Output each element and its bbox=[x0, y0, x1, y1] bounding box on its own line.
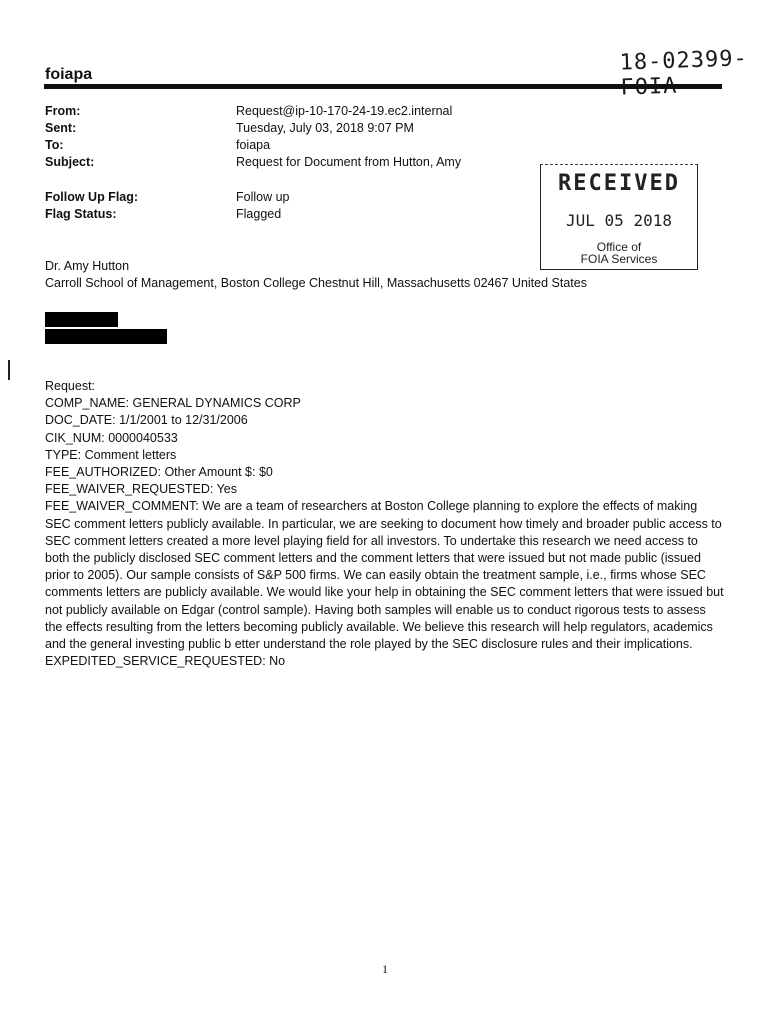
flag-status-label: Flag Status: bbox=[45, 207, 117, 221]
comp-name: COMP_NAME: GENERAL DYNAMICS CORP bbox=[45, 396, 301, 411]
sent-label: Sent: bbox=[45, 121, 77, 135]
redaction-box bbox=[45, 312, 118, 327]
subject-value: Request for Document from Hutton, Amy bbox=[236, 155, 462, 169]
follow-up-flag-value: Follow up bbox=[236, 190, 290, 204]
margin-mark bbox=[8, 360, 10, 380]
to-value: foiapa bbox=[236, 138, 271, 152]
fee-authorized: FEE_AUTHORIZED: Other Amount $: $0 bbox=[45, 465, 273, 480]
cik-num: CIK_NUM: 0000040533 bbox=[45, 430, 178, 445]
header-rule bbox=[44, 84, 722, 89]
sent-value: Tuesday, July 03, 2018 9:07 PM bbox=[236, 121, 414, 135]
requester-address: Carroll School of Management, Boston College Chestnut Hill, Massachusetts 02467 United States bbox=[45, 276, 587, 290]
redaction-box bbox=[45, 329, 167, 344]
expedited-service-requested: EXPEDITED_SERVICE_REQUESTED: No bbox=[45, 654, 286, 669]
stamp-date: JUL 05 2018 bbox=[566, 211, 672, 230]
request-type: TYPE: Comment letters bbox=[45, 447, 177, 462]
request-body bbox=[45, 378, 725, 670]
stamp-office-line2: FOIA Services bbox=[580, 252, 658, 266]
fee-waiver-comment: FEE_WAIVER_COMMENT: We are a team of researchers at Boston College planning to explore the effects of making SEC comment letters publicly available. In particular, we are seeking to document how timely and broader public access to SEC comment letters created a more level playing field for all investors. To undertake this research we need access to both the publicly disclosed SEC comment letters and the comment letters that were issued but not made public (issued prior to 2005). Our sample consists of S&P 500 firms. We can easily obtain the treatment sample, i.e., firms whose SEC comments letters are publicly available. We would like your help in obtaining the SEC comment letters that were issued but not publicly available on Edgar (control sample). Having both samples will enable us to conduct rigorous tests to assess the effects resulting from the letters becoming publicly available. We believe this research will help regulators, academics and the general investing public b etter understand the role played by the SEC disclosure rules and their implications. bbox=[45, 499, 724, 652]
requester-name: Dr. Amy Hutton bbox=[45, 259, 130, 273]
page-number: 1 bbox=[382, 962, 388, 976]
received-stamp bbox=[540, 164, 698, 270]
from-value: Request@ip-10-170-24-19.ec2.internal bbox=[236, 104, 453, 118]
follow-up-flag-label: Follow Up Flag: bbox=[45, 190, 139, 204]
from-label: From: bbox=[45, 104, 81, 118]
handwritten-case-number: 18-02399-FOIA bbox=[619, 46, 749, 76]
stamp-title: RECEIVED bbox=[558, 171, 680, 196]
mailbox-title: foiapa bbox=[45, 66, 93, 83]
doc-date: DOC_DATE: 1/1/2001 to 12/31/2006 bbox=[45, 413, 248, 428]
flag-status-value: Flagged bbox=[236, 207, 282, 221]
subject-label: Subject: bbox=[45, 155, 95, 169]
request-heading: Request: bbox=[45, 379, 96, 393]
stamp-office bbox=[541, 241, 697, 265]
stamp-office-line1: Office of bbox=[596, 240, 642, 254]
fee-waiver-requested: FEE_WAIVER_REQUESTED: Yes bbox=[45, 482, 237, 497]
to-label: To: bbox=[45, 138, 64, 152]
